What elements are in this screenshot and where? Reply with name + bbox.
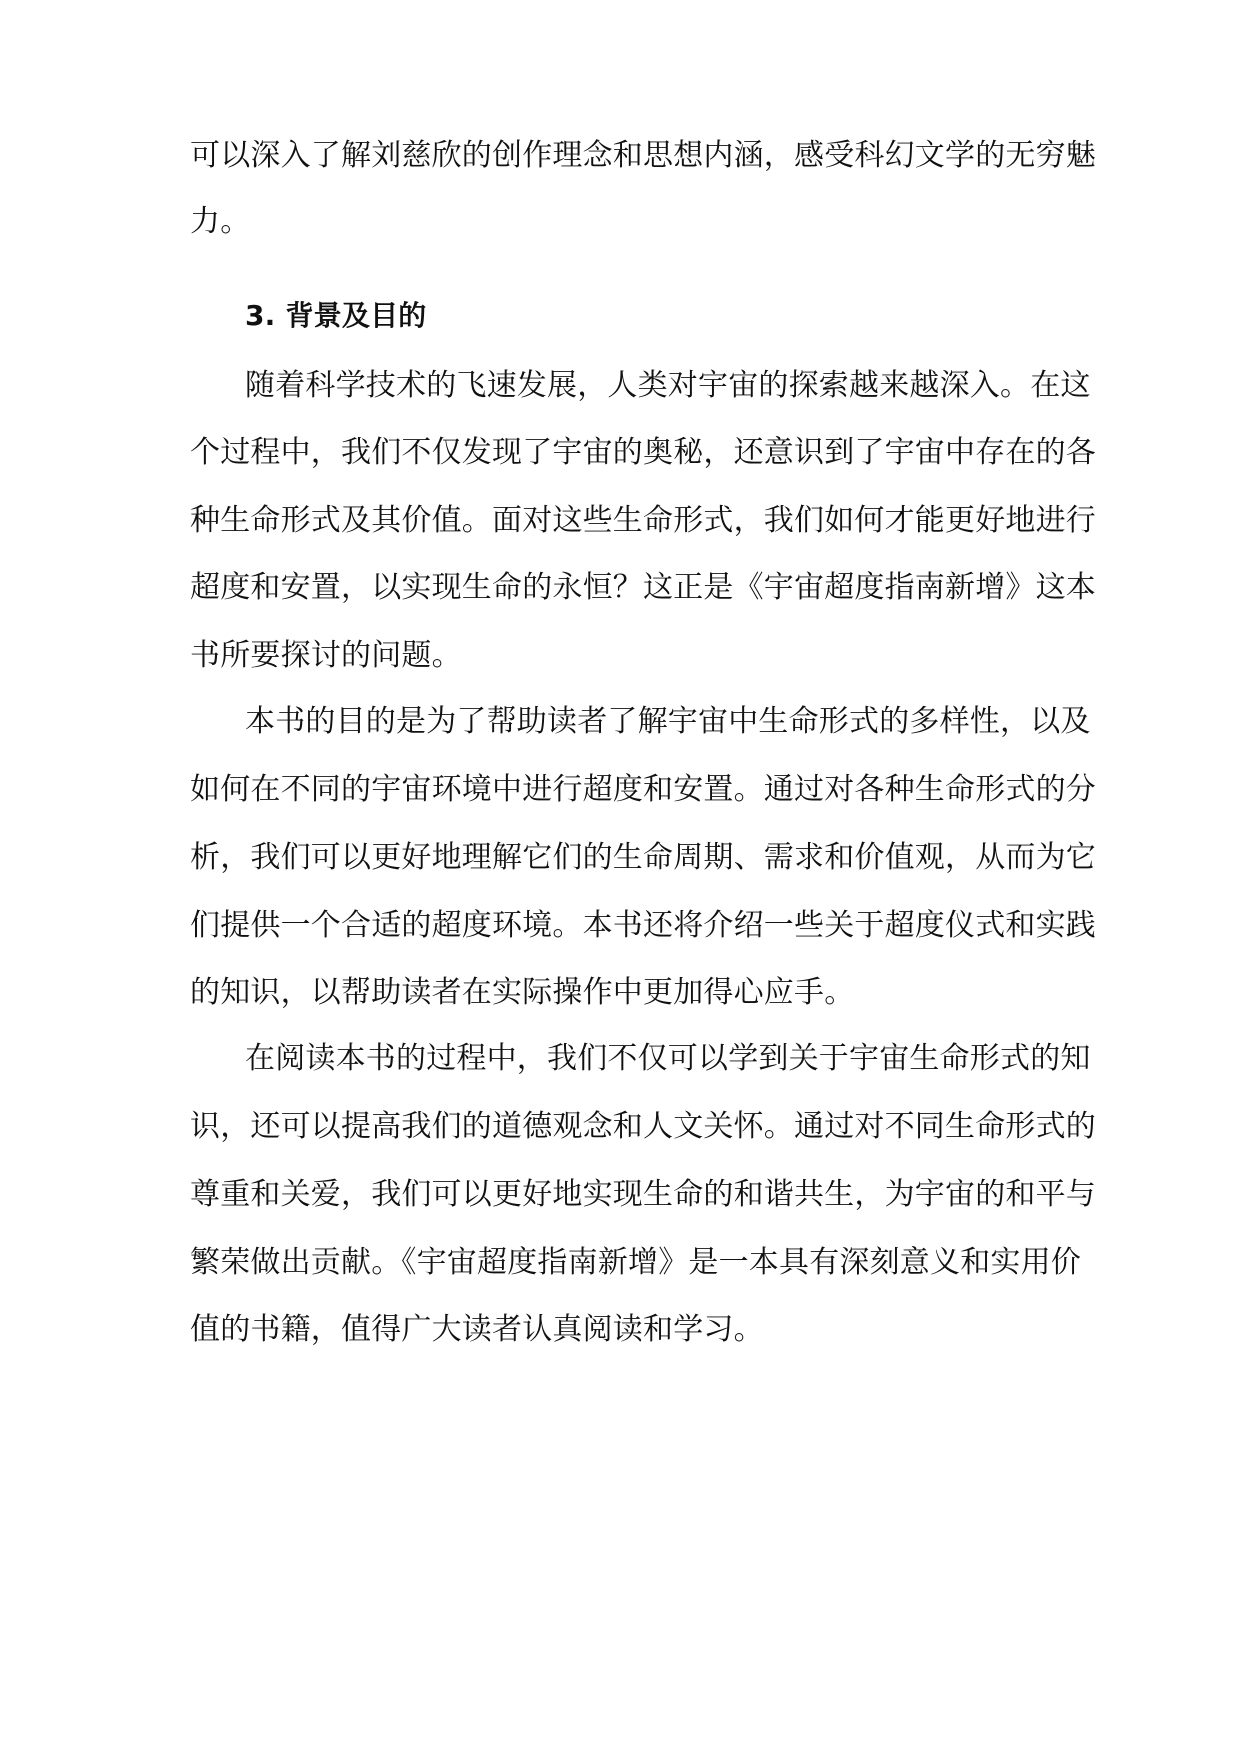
paragraph3-line-3: 尊重和关爱，我们可以更好地实现生命的和谐共生，为宇宙的和平与 bbox=[190, 1177, 1096, 1212]
section-heading: 3. 背景及目的 bbox=[245, 299, 427, 332]
paragraph1-line-5: 书所要探讨的问题。 bbox=[190, 638, 462, 673]
paragraph1-line-2: 个过程中，我们不仅发现了宇宙的奥秘，还意识到了宇宙中存在的各 bbox=[190, 435, 1096, 470]
paragraph2-line-2: 如何在不同的宇宙环境中进行超度和安置。通过对各种生命形式的分 bbox=[190, 772, 1096, 807]
paragraph3-line-4: 繁荣做出贡献。《宇宙超度指南新增》是一本具有深刻意义和实用价 bbox=[190, 1245, 1081, 1280]
paragraph1-line-1: 随着科学技术的飞速发展，人类对宇宙的探索越来越深入。在这 bbox=[245, 368, 1091, 403]
intro-line-1: 可以深入了解刘慈欣的创作理念和思想内涵，感受科幻文学的无穷魅 bbox=[190, 138, 1096, 173]
intro-line-2: 力。 bbox=[190, 204, 251, 239]
paragraph2-line-5: 的知识，以帮助读者在实际操作中更加得心应手。 bbox=[190, 975, 855, 1010]
paragraph3-line-1: 在阅读本书的过程中，我们不仅可以学到关于宇宙生命形式的知 bbox=[245, 1041, 1091, 1076]
paragraph2-line-1: 本书的目的是为了帮助读者了解宇宙中生命形式的多样性，以及 bbox=[245, 704, 1091, 739]
paragraph1-line-4: 超度和安置，以实现生命的永恒？这正是《宇宙超度指南新增》这本 bbox=[190, 570, 1096, 605]
paragraph3-line-5: 值的书籍，值得广大读者认真阅读和学习。 bbox=[190, 1312, 764, 1347]
paragraph3-line-2: 识，还可以提高我们的道德观念和人文关怀。通过对不同生命形式的 bbox=[190, 1109, 1096, 1144]
paragraph2-line-3: 析，我们可以更好地理解它们的生命周期、需求和价值观，从而为它 bbox=[190, 840, 1096, 875]
paragraph1-line-3: 种生命形式及其价值。面对这些生命形式，我们如何才能更好地进行 bbox=[190, 503, 1096, 538]
paragraph2-line-4: 们提供一个合适的超度环境。本书还将介绍一些关于超度仪式和实践 bbox=[190, 908, 1096, 943]
